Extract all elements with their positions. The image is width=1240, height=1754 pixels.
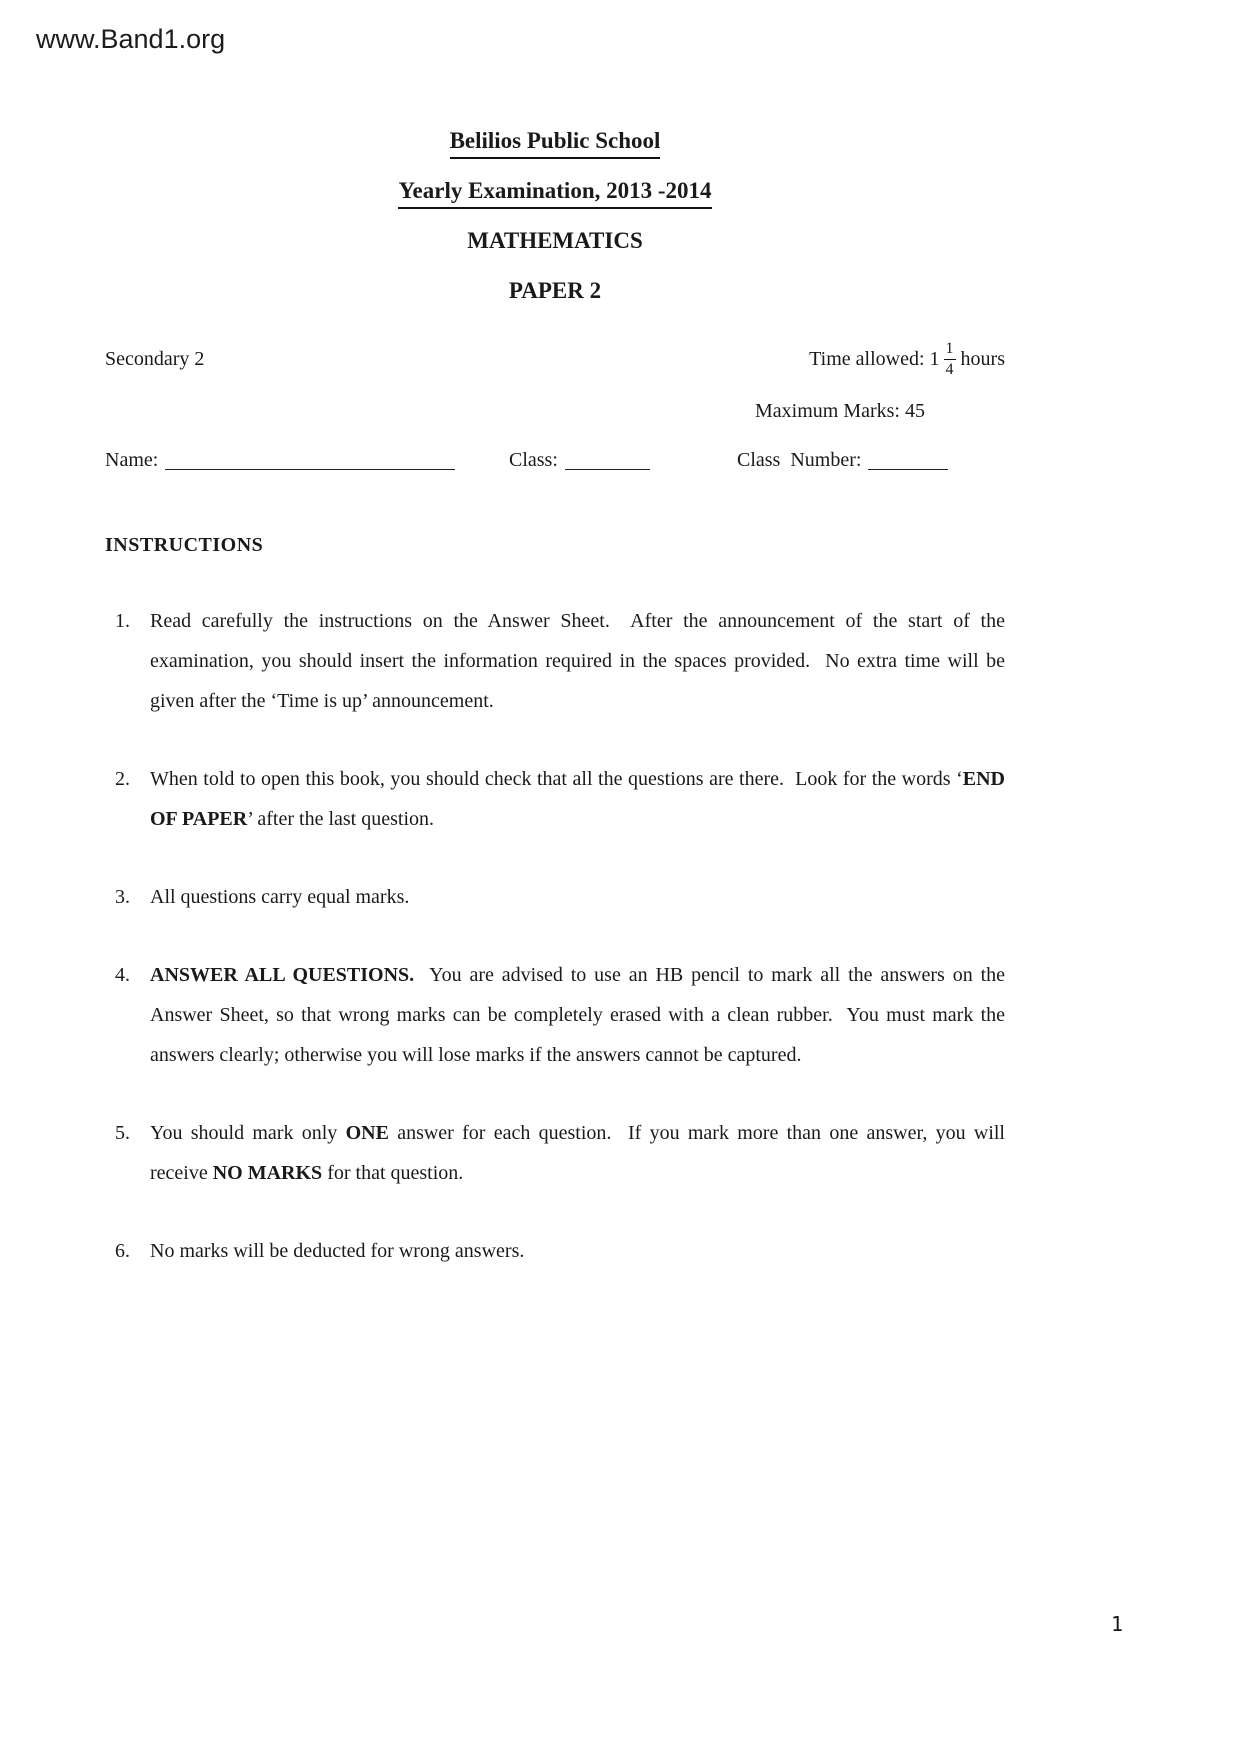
- class-number-blank-line: [868, 449, 948, 470]
- school-name: Belilios Public School: [105, 116, 1005, 166]
- instruction-item: [105, 1113, 1010, 1193]
- instruction-number: 3.: [115, 886, 130, 908]
- instruction-number: 5.: [115, 1122, 130, 1144]
- level-time-row: [105, 332, 1005, 386]
- instruction-item: [105, 955, 1010, 1075]
- fraction-numerator: 1: [944, 340, 956, 360]
- name-field: [105, 449, 455, 472]
- level-label: Secondary 2: [105, 347, 205, 370]
- instruction-text: When told to open this book, you should check that all the questions are there. Look for the words ‘END OF PAPER’ after the last question.: [150, 768, 1010, 830]
- page-number: 1: [1110, 1612, 1123, 1636]
- class-number-label: Class Number:: [737, 449, 862, 471]
- fraction-one-quarter: [944, 340, 956, 379]
- instruction-number: 2.: [115, 768, 130, 790]
- instruction-item: [105, 759, 1010, 839]
- class-field: [509, 449, 650, 472]
- instruction-text: All questions carry equal marks.: [150, 886, 410, 908]
- class-number-field: [737, 449, 948, 472]
- paper-title: PAPER 2: [508, 278, 602, 303]
- class-label: Class:: [509, 449, 558, 471]
- time-allowed-suffix: hours: [960, 347, 1005, 370]
- instruction-text: No marks will be deducted for wrong answers.: [150, 1240, 525, 1262]
- instruction-item: [105, 1231, 1005, 1271]
- instructions-heading: INSTRUCTIONS: [105, 534, 264, 556]
- fraction-denominator: 4: [945, 360, 954, 378]
- instruction-text: ANSWER ALL QUESTIONS. You are advised to use an HB pencil to mark all the answers on the Answer Sheet, so that wrong marks can be completely erased with a clean rubber. You must mark the answers clearly; otherwise you will lose marks if the answers cannot be captured.: [150, 964, 1010, 1066]
- name-blank-line: [165, 449, 455, 470]
- instructions-list: [105, 601, 1010, 1271]
- exam-title: Yearly Examination, 2013 -2014: [105, 166, 1005, 216]
- title-block: [105, 116, 1005, 316]
- instruction-text: You should mark only ONE answer for each question. If you mark more than one answer, you will receive NO MARKS for that question.: [150, 1122, 1010, 1184]
- site-watermark: www.Band1.org: [36, 24, 226, 54]
- instruction-number: 6.: [115, 1240, 130, 1262]
- instruction-text: Read carefully the instructions on the Answer Sheet. After the announcement of the start of the examination, you should insert the information required in the spaces provided. No extra time will be given after the ‘Time is up’ announcement.: [150, 610, 1010, 712]
- subject-title: MATHEMATICS: [467, 228, 643, 253]
- instruction-number: 1.: [115, 610, 130, 632]
- name-label: Name:: [105, 449, 159, 471]
- time-allowed-prefix: Time allowed: 1: [809, 347, 940, 370]
- maximum-marks: Maximum Marks: 45: [755, 400, 925, 422]
- instruction-number: 4.: [115, 964, 130, 986]
- class-blank-line: [565, 449, 650, 470]
- instruction-item: [105, 877, 1005, 917]
- student-fields-row: [105, 449, 1005, 472]
- time-allowed: [809, 340, 1005, 379]
- instruction-item: [105, 601, 1010, 721]
- page-content: [105, 0, 1010, 1309]
